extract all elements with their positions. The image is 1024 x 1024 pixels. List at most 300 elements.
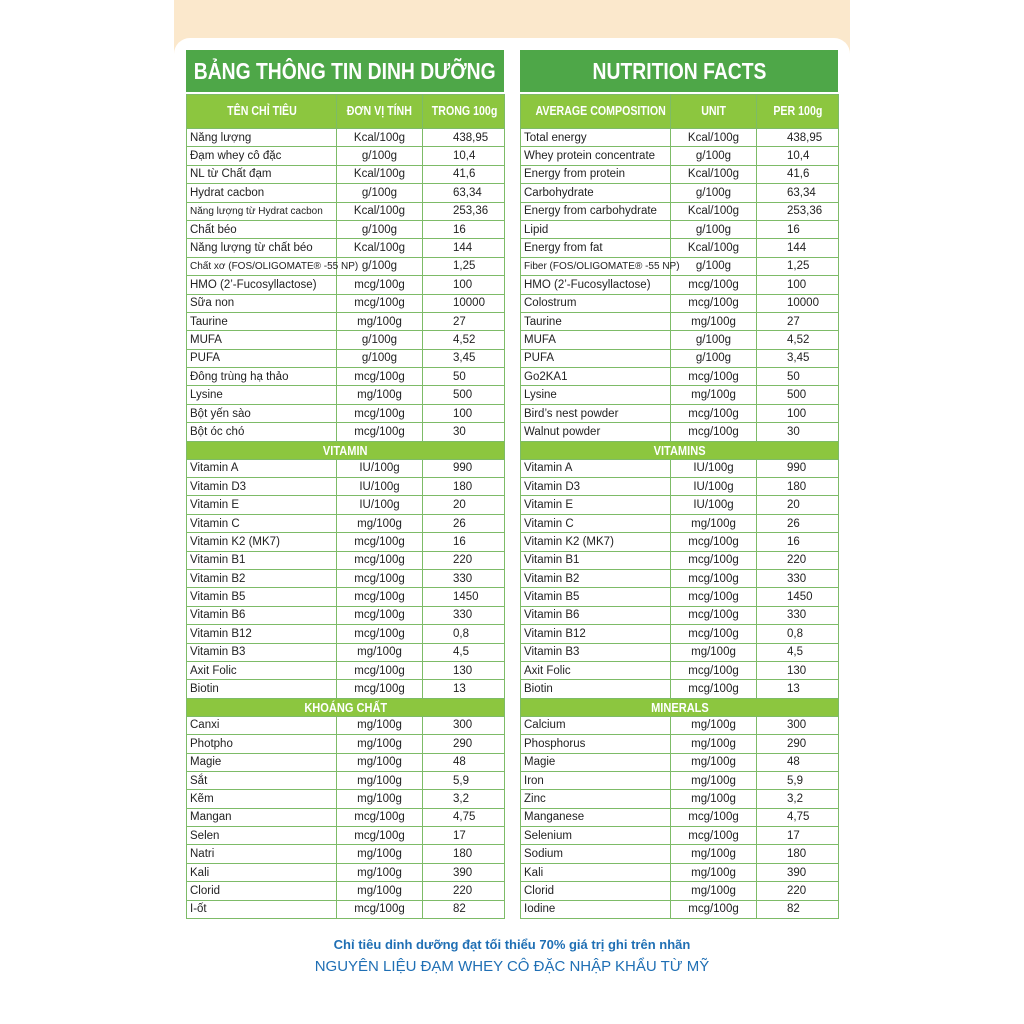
nutrient-value: 144 [757,239,839,257]
table-row [521,551,839,569]
nutrient-unit: mg/100g [337,716,423,734]
nutrient-name: Kali [187,863,337,881]
nutrient-unit: mcg/100g [337,533,423,551]
nutrient-value: 180 [423,845,505,863]
nutrient-unit: mcg/100g [671,808,757,826]
nutrient-name: Bột óc chó [187,423,337,441]
nutrient-value: 390 [757,863,839,881]
nutrient-unit: mcg/100g [671,625,757,643]
nutrient-value: 48 [423,753,505,771]
nutrient-unit: Kcal/100g [671,165,757,183]
table-row [187,661,505,679]
nutrient-name: Kẽm [187,790,337,808]
nutrient-value: 17 [423,827,505,845]
nutrient-unit: mg/100g [671,312,757,330]
nutrient-name: Photpho [187,735,337,753]
table-row [521,294,839,312]
nutrient-name: Phosphorus [521,735,671,753]
section-header [187,698,505,716]
nutrient-value: 220 [423,882,505,900]
nutrient-name: Vitamin B1 [521,551,671,569]
nutrient-unit: mcg/100g [671,661,757,679]
nutrient-unit: g/100g [337,184,423,202]
nutrient-value: 990 [423,459,505,477]
nutrient-unit: mcg/100g [671,404,757,422]
table-row [521,771,839,789]
nutrition-table [186,94,505,919]
nutrient-name: Vitamin B6 [187,606,337,624]
nutrient-name: Đạm whey cô đặc [187,147,337,165]
table-row [521,184,839,202]
nutrient-name: PUFA [521,349,671,367]
nutrient-unit: mcg/100g [671,551,757,569]
nutrient-unit: mcg/100g [337,588,423,606]
nutrient-unit: Kcal/100g [337,202,423,220]
nutrient-value: 16 [423,220,505,238]
vietnamese-panel [186,50,504,919]
column-header-unit: ĐƠN VỊ TÍNH [337,95,423,129]
nutrient-name: Iron [521,771,671,789]
nutrient-name: Hydrat cacbon [187,184,337,202]
nutrient-name: Năng lượng từ Hydrat cacbon [187,202,337,220]
table-row [521,808,839,826]
nutrient-unit: Kcal/100g [671,202,757,220]
nutrient-unit: mg/100g [671,863,757,881]
nutrient-value: 4,52 [423,331,505,349]
nutrient-unit: Kcal/100g [337,129,423,147]
nutrient-value: 330 [757,569,839,587]
nutrient-unit: IU/100g [337,496,423,514]
table-row [521,147,839,165]
nutrient-unit: mcg/100g [671,276,757,294]
section-title: KHOÁNG CHẤT [187,698,505,716]
nutrient-name: Sodium [521,845,671,863]
nutrient-value: 130 [757,661,839,679]
table-row [521,349,839,367]
table-row [521,257,839,275]
table-row [521,514,839,532]
table-row [187,643,505,661]
table-row [187,845,505,863]
nutrient-name: Vitamin D3 [187,478,337,496]
nutrient-name: Chất béo [187,220,337,238]
nutrient-value: 20 [757,496,839,514]
table-row [187,129,505,147]
nutrient-unit: IU/100g [671,496,757,514]
nutrient-value: 253,36 [423,202,505,220]
nutrient-unit: mcg/100g [671,588,757,606]
nutrient-name: Đông trùng hạ thảo [187,368,337,386]
nutrient-unit: g/100g [337,147,423,165]
section-header [521,698,839,716]
nutrient-unit: mcg/100g [337,661,423,679]
nutrient-name: Mangan [187,808,337,826]
nutrient-unit: Kcal/100g [337,239,423,257]
table-row [187,184,505,202]
table-row [521,735,839,753]
nutrient-name: Walnut powder [521,423,671,441]
nutrient-name: Go2KA1 [521,368,671,386]
nutrient-name: Vitamin A [187,459,337,477]
table-row [187,716,505,734]
nutrient-unit: mcg/100g [337,569,423,587]
section-header [187,441,505,459]
section-header [521,441,839,459]
nutrient-value: 16 [423,533,505,551]
nutrient-name: Vitamin B3 [521,643,671,661]
table-row [187,753,505,771]
nutrient-unit: mg/100g [671,790,757,808]
nutrient-value: 330 [423,606,505,624]
nutrient-name: Vitamin C [521,514,671,532]
nutrient-unit: mcg/100g [671,680,757,698]
nutrient-value: 50 [757,368,839,386]
nutrient-value: 63,34 [423,184,505,202]
nutrient-name: Selenium [521,827,671,845]
nutrient-value: 5,9 [757,771,839,789]
table-row [187,147,505,165]
section-title: VITAMIN [187,441,505,459]
table-row [187,533,505,551]
nutrient-unit: g/100g [671,257,757,275]
nutrient-value: 10,4 [757,147,839,165]
nutrient-name: Clorid [187,882,337,900]
table-row [521,588,839,606]
nutrient-name: Energy from fat [521,239,671,257]
nutrient-value: 990 [757,459,839,477]
nutrient-unit: mg/100g [337,863,423,881]
nutrient-name: I-ốt [187,900,337,918]
nutrient-value: 253,36 [757,202,839,220]
section-title: VITAMINS [521,441,839,459]
nutrient-value: 1450 [757,588,839,606]
nutrient-value: 300 [423,716,505,734]
nutrient-name: Zinc [521,790,671,808]
origin-note: NGUYÊN LIỆU ĐẠM WHEY CÔ ĐẶC NHẬP KHẨU TỪ MỸ [314,958,710,975]
nutrient-name: Lysine [187,386,337,404]
table-row [187,478,505,496]
table-row [187,368,505,386]
nutrient-unit: g/100g [337,331,423,349]
nutrient-value: 17 [757,827,839,845]
nutrient-value: 390 [423,863,505,881]
nutrient-name: Calcium [521,716,671,734]
nutrient-value: 144 [423,239,505,257]
nutrient-name: PUFA [187,349,337,367]
table-row [187,294,505,312]
table-row [521,716,839,734]
nutrient-name: Năng lượng từ chất béo [187,239,337,257]
nutrient-name: Vitamin C [187,514,337,532]
nutrient-name: Năng lượng [187,129,337,147]
table-row [187,312,505,330]
nutrient-value: 10000 [757,294,839,312]
nutrient-name: Taurine [187,312,337,330]
nutrient-name: HMO (2’-Fucosyllactose) [187,276,337,294]
nutrient-value: 4,75 [423,808,505,826]
nutrient-unit: mg/100g [337,514,423,532]
nutrient-name: Carbohydrate [521,184,671,202]
table-row [521,625,839,643]
nutrient-unit: mcg/100g [337,680,423,698]
table-row [521,661,839,679]
table-row [521,606,839,624]
nutrient-value: 180 [757,478,839,496]
column-header-amount: TRONG 100g [423,95,505,129]
table-row [521,643,839,661]
nutrient-value: 100 [423,404,505,422]
nutrient-unit: mcg/100g [337,294,423,312]
nutrient-name: MUFA [521,331,671,349]
nutrient-value: 30 [757,423,839,441]
column-header-name: TÊN CHỈ TIÊU [187,95,337,129]
nutrient-name: Sắt [187,771,337,789]
nutrient-unit: mcg/100g [671,827,757,845]
nutrient-value: 290 [423,735,505,753]
nutrient-name: Colostrum [521,294,671,312]
table-row [187,771,505,789]
nutrient-name: Vitamin B12 [521,625,671,643]
nutrient-unit: g/100g [671,331,757,349]
table-row [187,276,505,294]
nutrient-value: 4,5 [423,643,505,661]
nutrient-unit: mg/100g [337,643,423,661]
nutrient-value: 500 [757,386,839,404]
table-row [187,863,505,881]
nutrient-name: Vitamin E [187,496,337,514]
nutrient-name: Taurine [521,312,671,330]
table-row [187,882,505,900]
nutrient-unit: mcg/100g [671,569,757,587]
table-row [187,239,505,257]
nutrient-unit: mcg/100g [337,276,423,294]
table-row [521,680,839,698]
nutrient-value: 10000 [423,294,505,312]
nutrient-value: 82 [757,900,839,918]
nutrient-value: 13 [423,680,505,698]
table-row [187,349,505,367]
nutrient-unit: mcg/100g [337,551,423,569]
table-row [187,790,505,808]
nutrient-unit: mcg/100g [337,368,423,386]
table-row [521,753,839,771]
nutrient-unit: mg/100g [671,771,757,789]
nutrient-unit: g/100g [337,257,423,275]
nutrient-name: MUFA [187,331,337,349]
table-row [521,827,839,845]
table-row [187,202,505,220]
nutrient-name: Vitamin D3 [521,478,671,496]
nutrient-name: Magie [187,753,337,771]
nutrient-unit: mcg/100g [337,808,423,826]
table-row [187,514,505,532]
nutrient-value: 30 [423,423,505,441]
nutrient-unit: IU/100g [337,459,423,477]
table-row [521,202,839,220]
table-row [521,312,839,330]
table-row [521,404,839,422]
table-row [187,331,505,349]
nutrient-unit: mcg/100g [671,368,757,386]
table-row [187,165,505,183]
column-header-amount: PER 100g [757,95,839,129]
nutrient-name: Sữa non [187,294,337,312]
nutrient-name: HMO (2’-Fucosyllactose) [521,276,671,294]
section-title: MINERALS [521,698,839,716]
nutrient-unit: mg/100g [671,643,757,661]
nutrient-value: 26 [423,514,505,532]
table-row [521,900,839,918]
quality-note: Chỉ tiêu dinh dưỡng đạt tối thiểu 70% giá trị ghi trên nhãn [333,937,691,952]
nutrient-name: Natri [187,845,337,863]
nutrient-name: Vitamin B1 [187,551,337,569]
nutrient-name: Canxi [187,716,337,734]
nutrient-value: 0,8 [757,625,839,643]
nutrient-value: 1450 [423,588,505,606]
table-row [187,257,505,275]
table-row [187,735,505,753]
nutrient-name: Chất xơ (FOS/OLIGOMATE® -55 NP) [187,257,337,275]
table-row [187,220,505,238]
nutrient-value: 50 [423,368,505,386]
table-row [187,900,505,918]
nutrient-unit: Kcal/100g [671,129,757,147]
table-row [521,129,839,147]
table-row [187,459,505,477]
table-row [187,551,505,569]
table-row [521,845,839,863]
table-row [521,331,839,349]
nutrient-unit: mcg/100g [337,606,423,624]
table-row [187,404,505,422]
nutrient-name: Manganese [521,808,671,826]
nutrient-name: Vitamin B5 [187,588,337,606]
table-row [187,423,505,441]
nutrient-value: 1,25 [757,257,839,275]
nutrient-value: 220 [423,551,505,569]
nutrient-name: Fiber (FOS/OLIGOMATE® -55 NP) [521,257,671,275]
nutrient-name: Biotin [187,680,337,698]
nutrient-name: Vitamin K2 (MK7) [187,533,337,551]
table-row [521,239,839,257]
nutrient-value: 500 [423,386,505,404]
nutrient-unit: mg/100g [337,312,423,330]
nutrient-value: 27 [757,312,839,330]
nutrient-name: NL từ Chất đạm [187,165,337,183]
table-row [187,625,505,643]
nutrient-value: 4,75 [757,808,839,826]
nutrient-value: 13 [757,680,839,698]
nutrient-value: 100 [757,404,839,422]
nutrient-value: 16 [757,533,839,551]
nutrient-value: 4,5 [757,643,839,661]
panel-title: BẢNG THÔNG TIN DINH DƯỠNG [186,50,504,92]
nutrient-unit: IU/100g [671,459,757,477]
nutrient-name: Lysine [521,386,671,404]
nutrient-unit: mg/100g [337,735,423,753]
table-row [521,368,839,386]
nutrient-value: 0,8 [423,625,505,643]
table-row [187,808,505,826]
nutrient-unit: mg/100g [337,753,423,771]
nutrient-name: Vitamin B6 [521,606,671,624]
nutrient-name: Lipid [521,220,671,238]
nutrient-value: 82 [423,900,505,918]
nutrient-value: 330 [757,606,839,624]
nutrient-unit: g/100g [671,349,757,367]
nutrition-table [520,94,839,919]
nutrient-name: Vitamin K2 (MK7) [521,533,671,551]
table-row [521,882,839,900]
nutrient-name: Total energy [521,129,671,147]
table-row [521,459,839,477]
nutrient-unit: g/100g [671,220,757,238]
nutrient-value: 300 [757,716,839,734]
nutrient-unit: IU/100g [671,478,757,496]
nutrient-value: 26 [757,514,839,532]
nutrient-name: Energy from protein [521,165,671,183]
nutrient-value: 180 [423,478,505,496]
nutrient-value: 100 [423,276,505,294]
table-row [521,386,839,404]
nutrient-unit: mg/100g [671,845,757,863]
nutrient-unit: mg/100g [337,790,423,808]
table-row [187,386,505,404]
nutrient-name: Magie [521,753,671,771]
nutrient-name: Vitamin B2 [521,569,671,587]
nutrient-unit: mg/100g [337,845,423,863]
nutrient-unit: Kcal/100g [337,165,423,183]
nutrient-value: 330 [423,569,505,587]
nutrient-unit: g/100g [671,184,757,202]
nutrient-unit: mcg/100g [337,827,423,845]
nutrient-value: 27 [423,312,505,330]
table-row [187,827,505,845]
nutrient-value: 220 [757,551,839,569]
nutrient-unit: mg/100g [671,882,757,900]
nutrient-unit: mg/100g [671,716,757,734]
table-row [187,496,505,514]
nutrient-value: 3,45 [757,349,839,367]
nutrient-name: Clorid [521,882,671,900]
table-row [521,496,839,514]
nutrient-unit: mcg/100g [671,606,757,624]
nutrient-value: 180 [757,845,839,863]
nutrient-name: Bột yến sào [187,404,337,422]
nutrient-unit: mcg/100g [671,900,757,918]
nutrient-value: 16 [757,220,839,238]
nutrient-value: 290 [757,735,839,753]
nutrient-name: Vitamin A [521,459,671,477]
nutrient-unit: g/100g [337,349,423,367]
nutrient-unit: mg/100g [671,735,757,753]
column-header-name: AVERAGE COMPOSITION [521,95,671,129]
nutrient-unit: mcg/100g [671,423,757,441]
table-row [187,680,505,698]
table-row [521,276,839,294]
table-row [187,606,505,624]
table-row [521,165,839,183]
nutrient-unit: mg/100g [337,386,423,404]
nutrient-name: Axit Folic [187,661,337,679]
nutrient-unit: Kcal/100g [671,239,757,257]
nutrient-name: Selen [187,827,337,845]
nutrient-name: Bird’s nest powder [521,404,671,422]
nutrient-value: 20 [423,496,505,514]
column-header-unit: UNIT [671,95,757,129]
nutrient-name: Biotin [521,680,671,698]
nutrient-name: Kali [521,863,671,881]
